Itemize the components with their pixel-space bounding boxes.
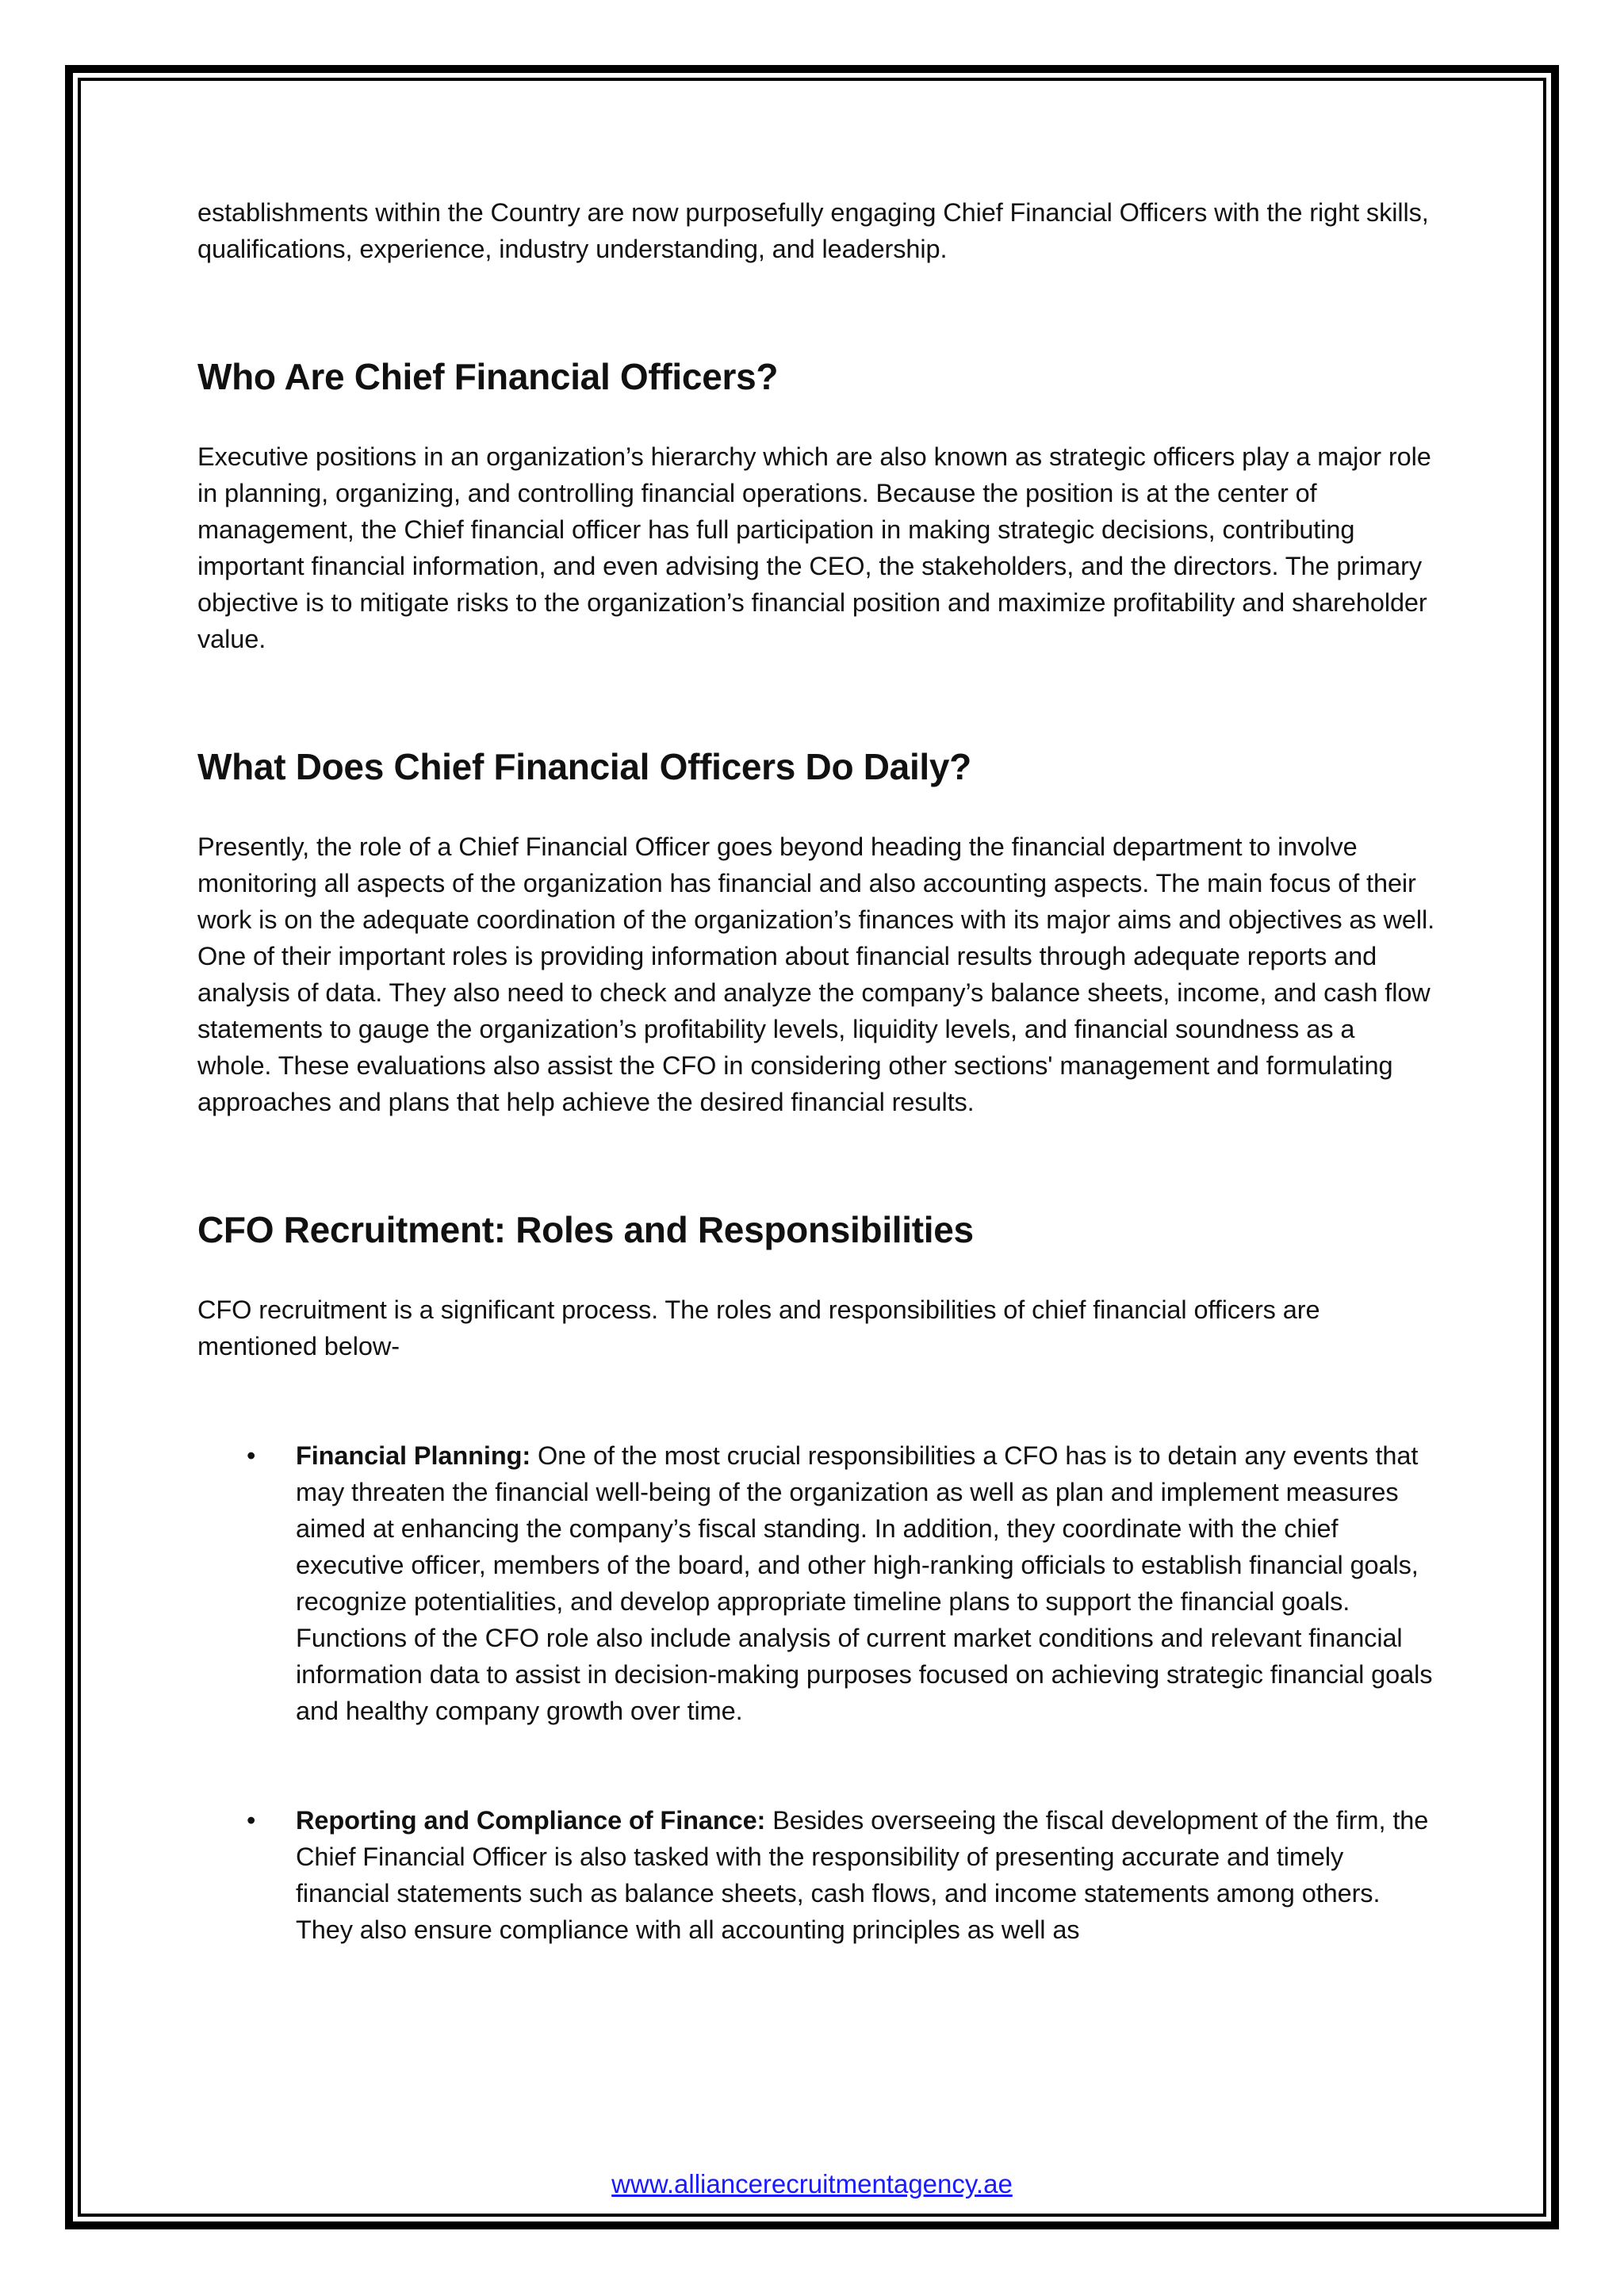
responsibilities-list (197, 1437, 1434, 1948)
section-heading-recruitment: CFO Recruitment: Roles and Responsibilities (197, 1209, 974, 1250)
list-item-text: Besides overseeing the fiscal development of the firm, the Chief Financial Officer is also tasked with the responsibility of presenting accurate and timely financial statements such as balance sheets, cash flows, and income statements among others. They also ensure compliance with all accounting principles as well as (296, 1806, 1429, 1944)
list-item (197, 1437, 1434, 1729)
section-paragraph-recruitment: CFO recruitment is a significant process. The roles and responsibilities of chief financial officers are mentioned below- (197, 1295, 1320, 1360)
section-heading-who: Who Are Chief Financial Officers? (197, 356, 779, 397)
section-paragraph-daily: Presently, the role of a Chief Financial Officer goes beyond heading the financial department to involve monitoring all aspects of the organization has financial and also accounting aspects. The main focus of their work is on the adequate coordination of the organization’s finances with its major aims and objectives as well. One of their important roles is providing information about financial results through adequate reports and analysis of data. They also need to check and analyze the company’s balance sheets, income, and cash flow statements to gauge the organization’s profitability levels, liquidity levels, and financial soundness as a whole. These evaluations also assist the CFO in considering other sections' management and formulating approaches and plans that help achieve the desired financial results. (197, 832, 1434, 1116)
document-body (197, 194, 1434, 1948)
list-item (197, 1802, 1434, 1948)
website-link[interactable]: www.alliancerecruitmentagency.ae (611, 2169, 1013, 2198)
list-item-title: Financial Planning: (296, 1441, 531, 1470)
bullet-marker: • (247, 1806, 256, 1835)
bullet-marker: • (247, 1441, 256, 1470)
footer (0, 2168, 1624, 2201)
section-paragraph-who: Executive positions in an organization’s hierarchy which are also known as strategic officers play a major role in planning, organizing, and controlling financial operations. Because the position is at the center of management, the Chief financial officer has full participation in making strategic decisions, contributing important financial information, and even advising the CEO, the stakeholders, and the directors. The primary objective is to mitigate risks to the organization’s financial position and maximize profitability and shareholder value. (197, 442, 1431, 653)
section-heading-daily: What Does Chief Financial Officers Do Daily? (197, 746, 971, 787)
list-item-title: Reporting and Compliance of Finance: (296, 1806, 766, 1835)
intro-paragraph: establishments within the Country are now purposefully engaging Chief Financial Officers with the right skills, qualifications, experience, industry understanding, and leadership. (197, 198, 1429, 263)
list-item-text: One of the most crucial responsibilities a CFO has is to detain any events that may threaten the financial well-being of the organization as well as plan and implement measures aimed at enhancing the company’s fiscal standing. In addition, they coordinate with the chief executive officer, members of the board, and other high-ranking officials to establish financial goals, recognize potentialities, and develop appropriate timeline plans to support the financial goals. Functions of the CFO role also include analysis of current market conditions and relevant financial information data to assist in decision-making purposes focused on achieving strategic financial goals and healthy company growth over time. (296, 1441, 1433, 1725)
